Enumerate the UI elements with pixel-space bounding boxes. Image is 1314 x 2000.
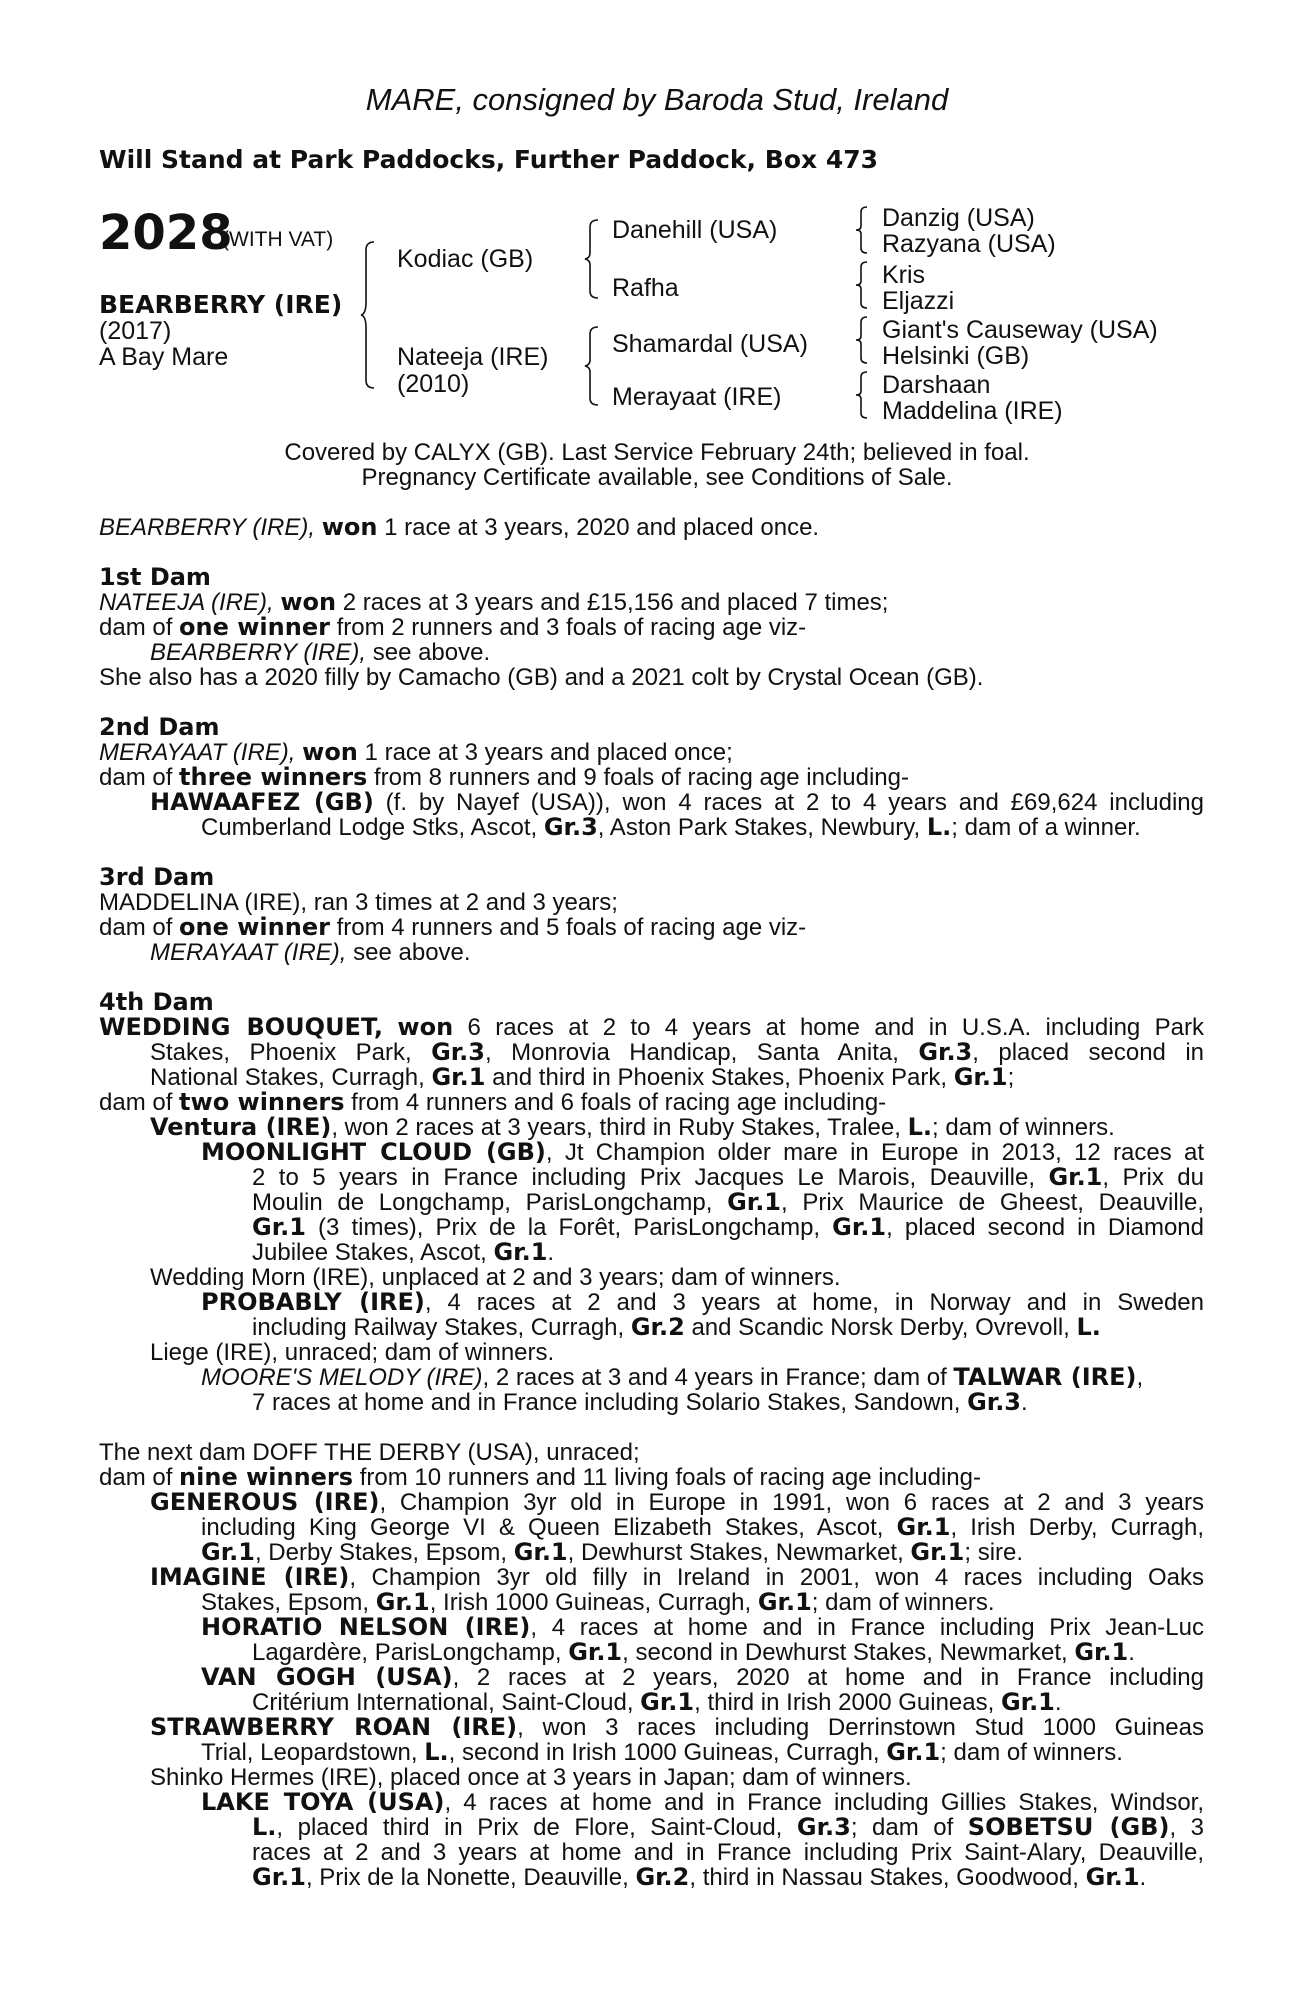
next-dam-line-17: races at 2 and 3 years at home and in France including Prix Saint-Alary, Deauville, [252, 1839, 1204, 1866]
grade: Gr.1 [896, 1513, 951, 1541]
text-run: from 10 runners and 11 living foals of racing age including- [353, 1464, 981, 1491]
text-run: from 8 runners and 9 foals of racing age including- [367, 764, 909, 791]
text-run: , Aston Park Stakes, Newbury, [597, 814, 927, 841]
grade: Gr.2 [635, 1863, 690, 1891]
horse-name-ref: BEARBERRY (IRE), [99, 514, 316, 541]
grade: Gr.1 [1048, 1163, 1103, 1191]
grade: Gr.3 [967, 1388, 1022, 1416]
text-run: , placed second in [972, 1039, 1204, 1066]
text-run: , Champion 3yr old filly in Ireland in 2001, won 4 races including Oaks [349, 1564, 1205, 1591]
pedigree-ddd: Maddelina (IRE) [882, 397, 1063, 425]
grade: Gr.1 [513, 1538, 568, 1566]
grade: L. [252, 1813, 277, 1841]
text-run: , 4 races at home and in France including Prix Jean-Luc [530, 1614, 1204, 1641]
text-run: see above. [346, 939, 471, 966]
pedigree-sdd: Eljazzi [882, 287, 955, 315]
next-dam-line-12 [150, 1715, 1204, 1740]
sire-dam: Rafha [612, 274, 679, 302]
text-run: and third in Phoenix Stakes, Phoenix Park, [485, 1064, 954, 1091]
text-run: , second in Dewhurst Stakes, Newmarket, [622, 1639, 1075, 1666]
progeny-name: SOBETSU (GB) [967, 1813, 1170, 1841]
pedigree-ssd: Razyana (USA) [882, 230, 1056, 258]
text-run: Jubilee Stakes, Ascot, [252, 1239, 494, 1266]
second-dam-line-4 [201, 815, 1204, 840]
text-run: dam of [99, 914, 180, 941]
fourth-dam-line-1 [99, 1015, 1204, 1040]
grade: Gr.1 [886, 1738, 941, 1766]
text-run: (f. by Nayef (USA)), won 4 races at 2 to 4 years and £69,624 including [373, 789, 1204, 816]
text-run: dam of [99, 1089, 180, 1116]
fourth-dam-line-14: Liege (IRE), unraced; dam of winners. [150, 1339, 555, 1366]
grade: L. [1076, 1313, 1101, 1341]
pedigree-brace-ds [855, 315, 871, 365]
progeny-name: HORATIO NELSON (IRE) [201, 1613, 531, 1641]
pedigree-brace-dd [855, 370, 871, 420]
text-run: , 2 races at 2 years, 2020 at home and in France including [452, 1664, 1204, 1691]
text-run: dam of [99, 614, 180, 641]
text-run: , placed third in Prix de Flore, Saint-Cloud, [276, 1814, 797, 1841]
progeny-name: BEARBERRY (IRE), [150, 639, 367, 666]
third-dam-line-2 [99, 915, 1204, 940]
text-run: Moulin de Longchamp, ParisLongchamp, [252, 1189, 728, 1216]
progeny-name: VAN GOGH (USA) [201, 1663, 453, 1691]
winners-count: nine winners [179, 1463, 354, 1491]
winners-count: three winners [179, 763, 368, 791]
first-dam-line-1 [99, 590, 1204, 615]
progeny-name: MOONLIGHT CLOUD (GB) [201, 1138, 546, 1166]
pedigree-sds: Kris [882, 261, 926, 289]
covered-line-2: Pregnancy Certificate available, see Conditions of Sale. [361, 464, 953, 491]
next-dam-line-8 [201, 1615, 1204, 1640]
next-dam-line-14: Shinko Hermes (IRE), placed once at 3 years in Japan; dam of winners. [150, 1764, 912, 1791]
first-dam-line-2 [99, 615, 1204, 640]
text-run: Lagardère, ParisLongchamp, [252, 1639, 569, 1666]
progeny-name: HAWAAFEZ (GB) [150, 788, 374, 816]
text-run: ; [1007, 1064, 1015, 1091]
text-run: , won 3 races including Derrinstown Stud 1000 Guineas [517, 1714, 1205, 1741]
pedigree-brace-main [360, 240, 380, 390]
pedigree-dsd: Helsinki (GB) [882, 342, 1030, 370]
pedigree-dss: Giant's Causeway (USA) [882, 316, 1158, 344]
text-run: , [1136, 1364, 1144, 1391]
grade: Gr.1 [493, 1238, 548, 1266]
third-dam-line-3 [150, 940, 1204, 965]
text-run: ; dam of a winner. [951, 814, 1141, 841]
text-run: and Scandic Norsk Derby, Ovrevoll, [684, 1314, 1077, 1341]
next-dam-line-6 [150, 1565, 1204, 1590]
third-dam-line-1: MADDELINA (IRE), ran 3 times at 2 and 3 years; [99, 889, 618, 916]
fourth-dam-line-6 [201, 1140, 1204, 1165]
fourth-dam-line-11: Wedding Morn (IRE), unplaced at 2 and 3 years; dam of winners. [150, 1264, 841, 1291]
fourth-dam-line-7 [252, 1165, 1204, 1190]
next-dam-line-11 [252, 1690, 1204, 1715]
text-run: , third in Nassau Stakes, Goodwood, [689, 1864, 1086, 1891]
grade: Gr.3 [543, 813, 598, 841]
horse-description: A Bay Mare [99, 343, 229, 371]
progeny-name: Ventura (IRE) [150, 1113, 332, 1141]
text-run: , Jt Champion older mare in Europe in 2013, 12 races at [545, 1139, 1204, 1166]
horse-year: (2017) [99, 317, 172, 345]
won-word: won [321, 513, 378, 541]
fourth-dam-line-5 [150, 1115, 1204, 1140]
text-run: , third in Irish 2000 Guineas, [694, 1689, 1001, 1716]
text-run: 6 races at 2 to 4 years at home and in U.S.A. including Park [453, 1014, 1204, 1041]
text-run: Trial, Leopardstown, [201, 1739, 425, 1766]
first-dam-heading: 1st Dam [99, 563, 211, 591]
grade: L. [424, 1738, 449, 1766]
grade: Gr.1 [910, 1538, 965, 1566]
progeny-name: LAKE TOYA (USA) [201, 1788, 445, 1816]
fourth-dam-line-10 [252, 1240, 1204, 1265]
won-word: won [280, 588, 337, 616]
grade: Gr.2 [630, 1313, 685, 1341]
text-run: dam of [99, 764, 180, 791]
pedigree-brace-ss [855, 205, 871, 255]
progeny-name: PROBABLY (IRE) [201, 1288, 425, 1316]
text-run: ; sire. [964, 1539, 1024, 1566]
progeny-name: GENEROUS (IRE) [150, 1488, 380, 1516]
grade: L. [907, 1113, 933, 1141]
intro-rest: 1 race at 3 years, 2020 and placed once. [377, 514, 820, 541]
winners-count: one winner [179, 913, 330, 941]
text-run: 1 race at 3 years and placed once; [357, 739, 733, 766]
text-run: including Railway Stakes, Curragh, [252, 1314, 631, 1341]
sire-sire: Danehill (USA) [612, 216, 778, 244]
dam-name-ref: WEDDING BOUQUET, [99, 1013, 384, 1041]
text-run: . [547, 1239, 555, 1266]
text-run: . [1128, 1639, 1135, 1666]
text-run: , Monrovia Handicap, Santa Anita, [485, 1039, 919, 1066]
dam-name-ref: MERAYAAT (IRE), [99, 739, 296, 766]
fourth-dam-line-3 [150, 1065, 1204, 1090]
text-run: 2 races at 3 years and £15,156 and placed 7 times; [336, 589, 889, 616]
grade: Gr.3 [796, 1813, 851, 1841]
grade: Gr.1 [252, 1213, 306, 1241]
text-run: from 4 runners and 5 foals of racing age viz- [329, 914, 807, 941]
first-dam-line-4: She also has a 2020 filly by Camacho (GB) and a 2021 colt by Crystal Ocean (GB). [99, 664, 984, 691]
next-dam-line-2 [99, 1465, 1204, 1490]
fourth-dam-line-4 [99, 1090, 1204, 1115]
text-run: (3 times), Prix de la Forêt, ParisLongchamp, [305, 1214, 833, 1241]
grade: Gr.1 [1000, 1688, 1055, 1716]
second-dam-heading: 2nd Dam [99, 713, 220, 741]
won-word: won [397, 1013, 454, 1041]
dam-year: (2010) [397, 370, 470, 398]
first-dam-line-3 [150, 640, 1204, 665]
text-run: ; dam of [850, 1814, 968, 1841]
covered-line-1: Covered by CALYX (GB). Last Service February 24th; believed in foal. [284, 439, 1030, 466]
text-run: , Irish Derby, Curragh, [950, 1514, 1204, 1541]
fourth-dam-heading: 4th Dam [99, 988, 214, 1016]
next-dam-line-1: The next dam DOFF THE DERBY (USA), unraced; [99, 1439, 640, 1466]
next-dam-line-3 [150, 1490, 1204, 1515]
text-run: Critérium International, Saint-Cloud, [252, 1689, 641, 1716]
next-dam-line-5 [201, 1540, 1204, 1565]
grade: Gr.3 [918, 1038, 973, 1066]
text-run: . [1139, 1864, 1147, 1891]
fourth-dam-line-2 [150, 1040, 1204, 1065]
intro-line [99, 515, 1204, 540]
text-run: from 4 runners and 6 foals of racing age including- [344, 1089, 887, 1116]
grade: Gr.1 [431, 1063, 486, 1091]
fourth-dam-line-9 [252, 1215, 1204, 1240]
grade: Gr.1 [832, 1213, 887, 1241]
text-run: , 2 races at 3 and 4 years in France; dam of [482, 1364, 954, 1391]
text-run: 2 to 5 years in France including Prix Jacques Le Marois, Deauville, [252, 1164, 1049, 1191]
text-run: , Champion 3yr old in Europe in 1991, won 6 races at 2 and 3 years [379, 1489, 1205, 1516]
second-dam-line-1 [99, 740, 1204, 765]
second-dam-line-2 [99, 765, 1204, 790]
sire-name: Kodiac (GB) [397, 245, 534, 273]
text-run: Stakes, Epsom, [201, 1589, 376, 1616]
text-run: including King George VI & Queen Elizabeth Stakes, Ascot, [201, 1514, 897, 1541]
next-dam-line-9 [252, 1640, 1204, 1665]
horse-name: BEARBERRY (IRE) [99, 290, 343, 319]
next-dam-line-7 [201, 1590, 1204, 1615]
dam-sire: Shamardal (USA) [612, 330, 808, 358]
pedigree-sss: Danzig (USA) [882, 204, 1035, 232]
lot-number: 2028 [99, 205, 233, 261]
dam-dam: Merayaat (IRE) [612, 383, 782, 411]
text-run: , 3 [1169, 1814, 1204, 1841]
grade: L. [926, 813, 952, 841]
pedigree-brace-sire [584, 218, 602, 300]
next-dam-line-15 [201, 1790, 1204, 1815]
text-run: . [1021, 1389, 1028, 1416]
next-dam-line-10 [201, 1665, 1204, 1690]
fourth-dam-line-15 [201, 1365, 1204, 1390]
vat-note: (WITH VAT) [222, 228, 334, 251]
text-run: ; dam of winners. [940, 1739, 1123, 1766]
text-run: from 2 runners and 3 foals of racing age viz- [329, 614, 807, 641]
text-run: , Derby Stakes, Epsom, [254, 1539, 514, 1566]
grade: Gr.1 [757, 1588, 812, 1616]
pedigree-brace-sd [855, 260, 871, 310]
text-run: , Irish 1000 Guineas, Curragh, [429, 1589, 758, 1616]
third-dam-heading: 3rd Dam [99, 863, 215, 891]
winners-count: two winners [179, 1088, 345, 1116]
dam-name-ref: NATEEJA (IRE), [99, 589, 274, 616]
text-run: Stakes, Phoenix Park, [150, 1039, 432, 1066]
grade: Gr.1 [201, 1538, 255, 1566]
stand-location: Will Stand at Park Paddocks, Further Paddock, Box 473 [99, 145, 879, 174]
text-run: . [1054, 1689, 1062, 1716]
winners-count: one winner [179, 613, 330, 641]
progeny-name: TALWAR (IRE) [953, 1363, 1137, 1391]
text-run: ; dam of winners. [932, 1114, 1115, 1141]
text-run: , Dewhurst Stakes, Newmarket, [567, 1539, 911, 1566]
grade: Gr.1 [375, 1588, 430, 1616]
progeny-name: IMAGINE (IRE) [150, 1563, 350, 1591]
text-run: see above. [366, 639, 491, 666]
text-run: ; dam of winners. [811, 1589, 995, 1616]
grade: Gr.1 [252, 1863, 306, 1891]
grade: Gr.1 [1085, 1863, 1140, 1891]
text-run: , 4 races at 2 and 3 years at home, in Norway and in Sweden [424, 1289, 1204, 1316]
progeny-name: MOORE'S MELODY (IRE) [201, 1364, 483, 1391]
grade: Gr.1 [953, 1063, 1008, 1091]
progeny-name: MERAYAAT (IRE), [150, 939, 347, 966]
pedigree-dds: Darshaan [882, 371, 991, 399]
grade: Gr.1 [640, 1688, 695, 1716]
progeny-name: STRAWBERRY ROAN (IRE) [150, 1713, 518, 1741]
dam-name: Nateeja (IRE) [397, 343, 549, 371]
text-run: , won 2 races at 3 years, third in Ruby Stakes, Tralee, [331, 1114, 908, 1141]
text-run: 7 races at home and in France including Solario Stakes, Sandown, [252, 1389, 968, 1416]
grade: Gr.3 [431, 1038, 485, 1066]
text-run: Cumberland Lodge Stks, Ascot, [201, 814, 544, 841]
fourth-dam-line-13 [252, 1315, 1204, 1340]
text-run: , placed second in Diamond [886, 1214, 1204, 1241]
text-run: , Prix de la Nonette, Deauville, [305, 1864, 636, 1891]
grade: Gr.1 [1074, 1638, 1129, 1666]
next-dam-line-4 [201, 1515, 1204, 1540]
page-title: MARE, consigned by Baroda Stud, Ireland [365, 82, 949, 117]
text-run: , Prix du [1102, 1164, 1204, 1191]
pedigree-brace-dam [584, 325, 602, 407]
text-run: dam of [99, 1464, 180, 1491]
fourth-dam-line-16 [252, 1390, 1204, 1415]
grade: Gr.1 [568, 1638, 623, 1666]
text-run: , Prix Maurice de Gheest, Deauville, [781, 1189, 1205, 1216]
fourth-dam-line-8 [252, 1190, 1204, 1215]
next-dam-line-18 [252, 1865, 1204, 1890]
second-dam-line-3 [150, 790, 1204, 815]
won-word: won [302, 738, 358, 766]
text-run: , second in Irish 1000 Guineas, Curragh, [448, 1739, 887, 1766]
next-dam-line-13 [201, 1740, 1204, 1765]
text-run: , 4 races at home and in France including Gillies Stakes, Windsor, [444, 1789, 1205, 1816]
next-dam-line-16 [252, 1815, 1204, 1840]
fourth-dam-line-12 [201, 1290, 1204, 1315]
text-run: National Stakes, Curragh, [150, 1064, 432, 1091]
grade: Gr.1 [727, 1188, 782, 1216]
